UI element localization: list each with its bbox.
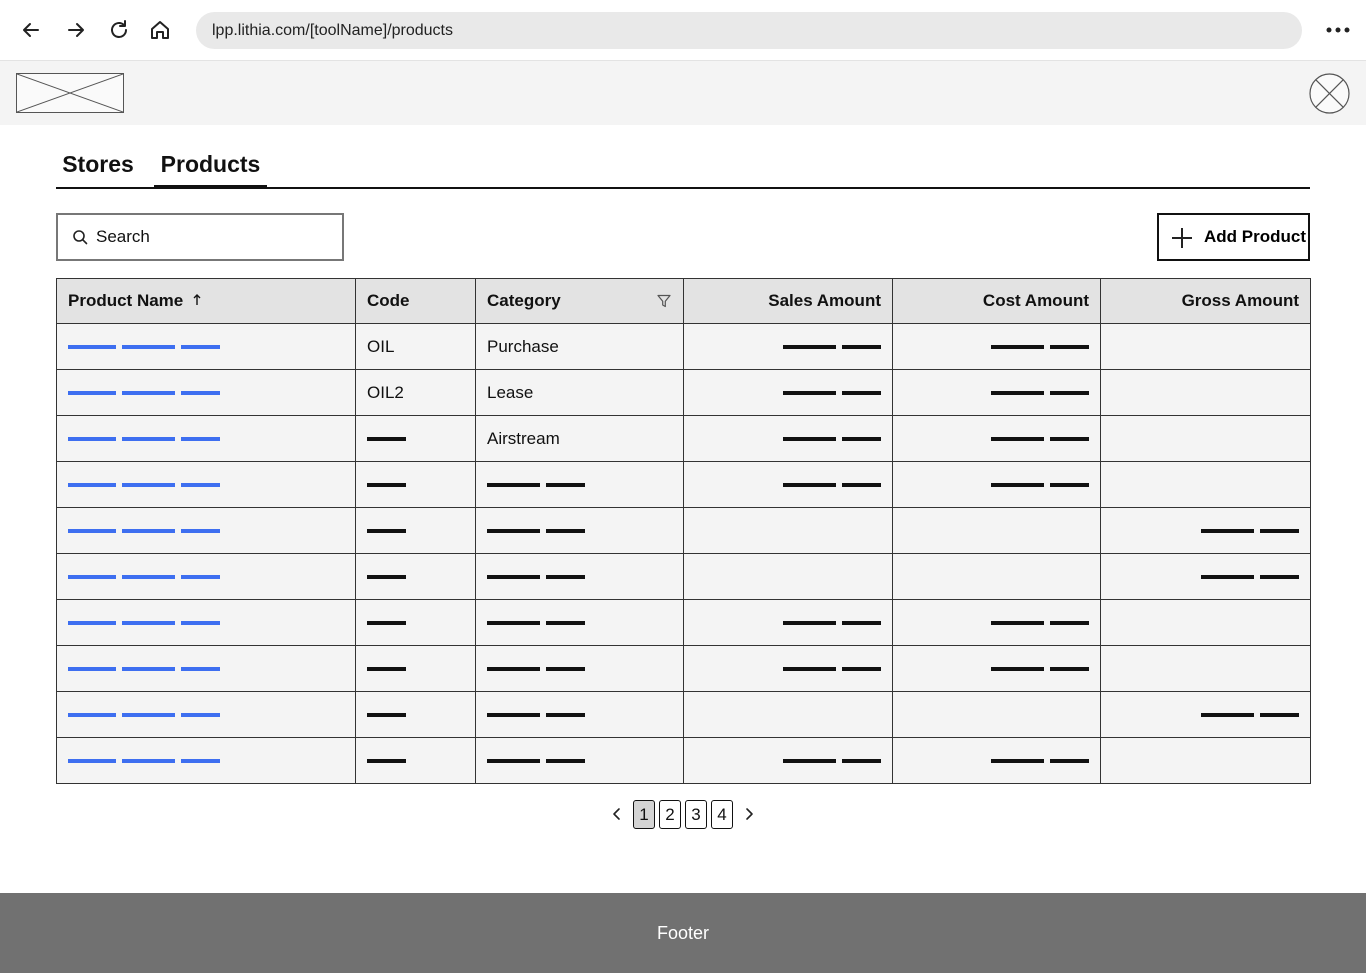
product-name-cell[interactable]: [57, 738, 356, 784]
back-arrow-icon[interactable]: [18, 17, 44, 43]
product-name-cell[interactable]: [57, 462, 356, 508]
category-value: Purchase: [487, 336, 559, 356]
placeholder-text-bars: [783, 659, 881, 678]
column-label: Cost Amount: [982, 291, 1089, 310]
cost-amount-cell: [893, 462, 1101, 508]
code-cell: [356, 738, 476, 784]
placeholder-text-bars: [367, 567, 406, 586]
placeholder-text-bars: [367, 705, 406, 724]
placeholder-bar: [546, 621, 585, 625]
table-row: [57, 692, 1311, 738]
search-field[interactable]: [56, 213, 344, 261]
placeholder-bar: [1050, 759, 1089, 763]
placeholder-bar: [991, 483, 1044, 487]
placeholder-bar: [122, 621, 175, 625]
product-name-link[interactable]: [68, 567, 220, 586]
placeholder-text-bars: [1201, 567, 1299, 586]
code-cell: [356, 508, 476, 554]
placeholder-text-bars: [783, 429, 881, 448]
gross-amount-cell: [1101, 738, 1311, 784]
placeholder-text-bars: [991, 613, 1089, 632]
placeholder-bar: [842, 759, 881, 763]
table-row: [57, 462, 1311, 508]
placeholder-bar: [842, 437, 881, 441]
placeholder-bar: [367, 621, 406, 625]
filter-icon[interactable]: [657, 294, 671, 308]
gross-amount-cell: [1101, 646, 1311, 692]
page-button-1[interactable]: 1: [633, 800, 655, 829]
product-name-cell[interactable]: [57, 692, 356, 738]
placeholder-text-bars: [487, 659, 585, 678]
sort-ascending-icon[interactable]: [193, 294, 201, 305]
placeholder-text-bars: [367, 751, 406, 770]
page-footer: Footer: [0, 893, 1366, 973]
placeholder-bar: [842, 391, 881, 395]
product-name-link[interactable]: [68, 383, 220, 402]
category-cell: [476, 600, 684, 646]
column-header-category[interactable]: [476, 279, 684, 324]
category-cell: [476, 692, 684, 738]
table-row: [57, 738, 1311, 784]
previous-page-icon[interactable]: [609, 806, 625, 822]
product-name-cell[interactable]: [57, 508, 356, 554]
forward-arrow-icon[interactable]: [63, 17, 89, 43]
table-row: [57, 324, 1311, 370]
search-icon: [72, 229, 88, 245]
placeholder-bar: [1050, 345, 1089, 349]
gross-amount-cell: [1101, 600, 1311, 646]
placeholder-text-bars: [487, 475, 585, 494]
placeholder-bar: [1201, 575, 1254, 579]
gross-amount-cell: [1101, 416, 1311, 462]
code-cell: [356, 554, 476, 600]
column-label: Sales Amount: [768, 291, 881, 310]
placeholder-text-bars: [367, 659, 406, 678]
placeholder-bar: [487, 621, 540, 625]
placeholder-bar: [68, 713, 116, 717]
table-header-row: [57, 279, 1311, 324]
search-input[interactable]: [96, 215, 336, 259]
placeholder-text-bars: [783, 613, 881, 632]
placeholder-bar: [546, 529, 585, 533]
tab-stores[interactable]: Stores: [62, 151, 134, 177]
placeholder-bar: [122, 483, 175, 487]
column-header-gross-amount[interactable]: [1101, 279, 1311, 324]
table-row: [57, 600, 1311, 646]
product-name-link[interactable]: [68, 521, 220, 540]
cost-amount-cell: [893, 508, 1101, 554]
placeholder-text-bars: [991, 659, 1089, 678]
category-cell: [476, 738, 684, 784]
product-name-link[interactable]: [68, 751, 220, 770]
add-product-label: Add Product: [1204, 227, 1306, 246]
placeholder-text-bars: [991, 429, 1089, 448]
sales-amount-cell: [684, 416, 893, 462]
product-name-link[interactable]: [68, 613, 220, 632]
product-name-cell[interactable]: [57, 416, 356, 462]
products-table: [56, 278, 1311, 784]
placeholder-bar: [1260, 529, 1299, 533]
category-cell: [476, 370, 684, 416]
placeholder-bar: [1050, 437, 1089, 441]
app-header: [0, 61, 1366, 125]
product-name-cell[interactable]: [57, 370, 356, 416]
category-cell: [476, 416, 684, 462]
placeholder-bar: [487, 713, 540, 717]
placeholder-bar: [842, 667, 881, 671]
category-cell: [476, 508, 684, 554]
sales-amount-cell: [684, 738, 893, 784]
placeholder-bar: [546, 575, 585, 579]
placeholder-bar: [181, 483, 220, 487]
product-name-link[interactable]: [68, 475, 220, 494]
cost-amount-cell: [893, 554, 1101, 600]
placeholder-text-bars: [783, 383, 881, 402]
placeholder-text-bars: [991, 475, 1089, 494]
table-row: [57, 646, 1311, 692]
sales-amount-cell: [684, 324, 893, 370]
column-header-cost-amount[interactable]: [893, 279, 1101, 324]
placeholder-bar: [367, 759, 406, 763]
placeholder-bar: [122, 713, 175, 717]
placeholder-text-bars: [991, 751, 1089, 770]
placeholder-text-bars: [783, 337, 881, 356]
page-button-4[interactable]: 4: [711, 800, 733, 829]
column-label: Product Name: [68, 291, 184, 310]
product-name-link[interactable]: [68, 429, 220, 448]
home-icon[interactable]: [147, 17, 173, 43]
product-name-link[interactable]: [68, 337, 220, 356]
close-icon[interactable]: [1309, 73, 1350, 114]
placeholder-bar: [546, 713, 585, 717]
table-row: [57, 508, 1311, 554]
placeholder-bar: [181, 575, 220, 579]
tab-products[interactable]: Products: [154, 140, 267, 187]
placeholder-bar: [546, 483, 585, 487]
placeholder-bar: [181, 713, 220, 717]
placeholder-bar: [122, 575, 175, 579]
placeholder-text-bars: [487, 751, 585, 770]
placeholder-text-bars: [367, 475, 406, 494]
placeholder-text-bars: [487, 567, 585, 586]
placeholder-bar: [122, 667, 175, 671]
table-row: [57, 416, 1311, 462]
code-cell: [356, 646, 476, 692]
next-page-icon[interactable]: [741, 806, 757, 822]
gross-amount-cell: [1101, 554, 1311, 600]
cost-amount-cell: [893, 324, 1101, 370]
product-name-link[interactable]: [68, 705, 220, 724]
column-header-sales-amount[interactable]: [684, 279, 893, 324]
column-label: Code: [367, 291, 410, 310]
code-cell: [356, 692, 476, 738]
code-cell: [356, 324, 476, 370]
category-value: Lease: [487, 382, 534, 402]
placeholder-bar: [783, 759, 836, 763]
product-name-cell[interactable]: [57, 554, 356, 600]
placeholder-text-bars: [367, 613, 406, 632]
code-cell: [356, 600, 476, 646]
placeholder-bar: [1201, 529, 1254, 533]
placeholder-text-bars: [783, 475, 881, 494]
placeholder-bar: [122, 345, 175, 349]
cost-amount-cell: [893, 416, 1101, 462]
placeholder-bar: [181, 621, 220, 625]
placeholder-bar: [181, 345, 220, 349]
placeholder-bar: [991, 437, 1044, 441]
logo-placeholder: [16, 73, 124, 113]
address-bar[interactable]: lpp.lithia.com/[toolName]/products: [196, 12, 1302, 49]
placeholder-bar: [367, 575, 406, 579]
sales-amount-cell: [684, 462, 893, 508]
placeholder-bar: [991, 667, 1044, 671]
placeholder-bar: [68, 437, 116, 441]
category-cell: [476, 324, 684, 370]
placeholder-bar: [546, 759, 585, 763]
table-row: [57, 370, 1311, 416]
placeholder-bar: [487, 667, 540, 671]
tab-bar: [56, 140, 1310, 189]
column-header-code[interactable]: [356, 279, 476, 324]
browser-toolbar: [0, 0, 1366, 61]
plus-icon: [1171, 227, 1193, 249]
placeholder-bar: [181, 391, 220, 395]
placeholder-bar: [1050, 667, 1089, 671]
placeholder-bar: [1201, 713, 1254, 717]
category-cell: [476, 554, 684, 600]
table-row: [57, 554, 1311, 600]
cost-amount-cell: [893, 646, 1101, 692]
column-label: Gross Amount: [1181, 291, 1299, 310]
placeholder-bar: [842, 483, 881, 487]
placeholder-bar: [1050, 621, 1089, 625]
placeholder-bar: [181, 529, 220, 533]
placeholder-bar: [181, 667, 220, 671]
placeholder-bar: [68, 483, 116, 487]
gross-amount-cell: [1101, 324, 1311, 370]
placeholder-bar: [122, 529, 175, 533]
cost-amount-cell: [893, 738, 1101, 784]
placeholder-bar: [367, 713, 406, 717]
placeholder-bar: [783, 483, 836, 487]
placeholder-bar: [783, 391, 836, 395]
placeholder-bar: [546, 667, 585, 671]
placeholder-bar: [991, 391, 1044, 395]
placeholder-text-bars: [991, 383, 1089, 402]
placeholder-text-bars: [367, 429, 406, 448]
placeholder-bar: [181, 759, 220, 763]
column-header-product-name[interactable]: [57, 279, 356, 324]
placeholder-bar: [842, 345, 881, 349]
sales-amount-cell: [684, 600, 893, 646]
gross-amount-cell: [1101, 692, 1311, 738]
category-value: Airstream: [487, 428, 560, 448]
placeholder-bar: [367, 483, 406, 487]
placeholder-bar: [1050, 483, 1089, 487]
placeholder-text-bars: [1201, 705, 1299, 724]
placeholder-bar: [367, 529, 406, 533]
placeholder-bar: [122, 437, 175, 441]
product-name-link[interactable]: [68, 659, 220, 678]
placeholder-bar: [68, 759, 116, 763]
sales-amount-cell: [684, 370, 893, 416]
placeholder-bar: [68, 391, 116, 395]
placeholder-bar: [991, 759, 1044, 763]
sales-amount-cell: [684, 554, 893, 600]
category-cell: [476, 462, 684, 508]
sales-amount-cell: [684, 646, 893, 692]
code-value: OIL2: [367, 382, 404, 402]
placeholder-bar: [487, 483, 540, 487]
placeholder-bar: [487, 529, 540, 533]
placeholder-bar: [122, 391, 175, 395]
placeholder-bar: [68, 667, 116, 671]
placeholder-bar: [1260, 575, 1299, 579]
sales-amount-cell: [684, 692, 893, 738]
category-cell: [476, 646, 684, 692]
placeholder-bar: [783, 437, 836, 441]
placeholder-bar: [367, 437, 406, 441]
placeholder-bar: [783, 667, 836, 671]
placeholder-text-bars: [367, 521, 406, 540]
placeholder-bar: [1260, 713, 1299, 717]
placeholder-text-bars: [991, 337, 1089, 356]
placeholder-bar: [122, 759, 175, 763]
code-cell: [356, 416, 476, 462]
placeholder-bar: [367, 667, 406, 671]
code-cell: [356, 370, 476, 416]
placeholder-text-bars: [487, 521, 585, 540]
placeholder-text-bars: [487, 613, 585, 632]
cost-amount-cell: [893, 600, 1101, 646]
placeholder-bar: [68, 345, 116, 349]
placeholder-bar: [783, 345, 836, 349]
placeholder-bar: [68, 575, 116, 579]
placeholder-text-bars: [783, 751, 881, 770]
product-name-cell[interactable]: [57, 324, 356, 370]
gross-amount-cell: [1101, 462, 1311, 508]
add-product-button[interactable]: [1157, 213, 1310, 261]
placeholder-bar: [783, 621, 836, 625]
placeholder-bar: [68, 621, 116, 625]
placeholder-bar: [68, 529, 116, 533]
sales-amount-cell: [684, 508, 893, 554]
more-icon[interactable]: [1324, 17, 1352, 43]
reload-icon[interactable]: [106, 17, 132, 43]
placeholder-bar: [181, 437, 220, 441]
placeholder-bar: [487, 575, 540, 579]
gross-amount-cell: [1101, 370, 1311, 416]
page-button-3[interactable]: 3: [685, 800, 707, 829]
placeholder-bar: [842, 621, 881, 625]
product-name-cell[interactable]: [57, 646, 356, 692]
gross-amount-cell: [1101, 508, 1311, 554]
column-label: Category: [487, 291, 561, 310]
placeholder-bar: [1050, 391, 1089, 395]
placeholder-bar: [991, 621, 1044, 625]
code-cell: [356, 462, 476, 508]
code-value: OIL: [367, 336, 395, 356]
placeholder-text-bars: [487, 705, 585, 724]
placeholder-bar: [991, 345, 1044, 349]
placeholder-text-bars: [1201, 521, 1299, 540]
page-button-2[interactable]: 2: [659, 800, 681, 829]
placeholder-bar: [487, 759, 540, 763]
cost-amount-cell: [893, 370, 1101, 416]
cost-amount-cell: [893, 692, 1101, 738]
product-name-cell[interactable]: [57, 600, 356, 646]
